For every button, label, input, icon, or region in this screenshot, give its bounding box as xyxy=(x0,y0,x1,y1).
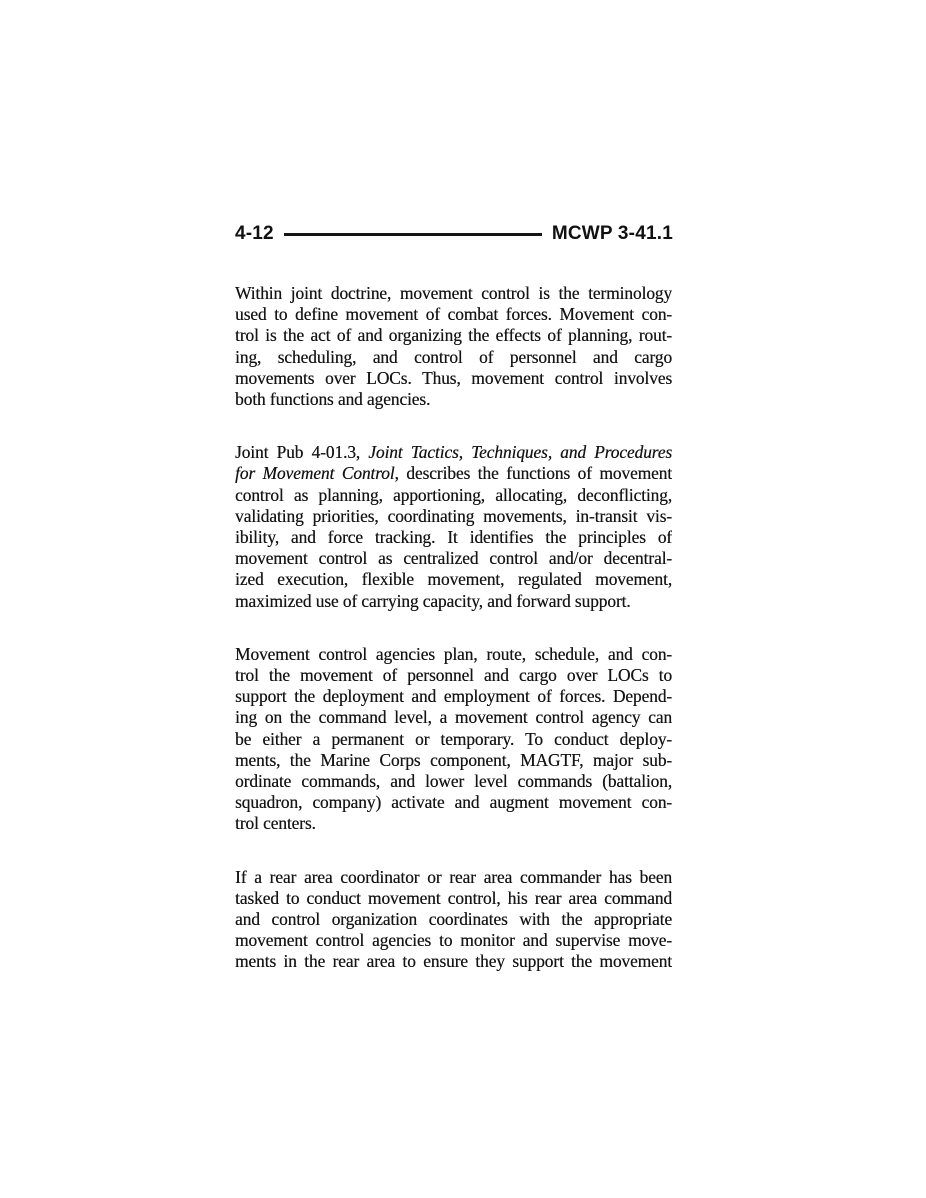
text-segment: ized execution, flexible movement, regulated movement, xyxy=(235,569,672,590)
text-line xyxy=(235,463,672,484)
text-line xyxy=(235,792,672,813)
text-segment: ments, the Marine Corps component, MAGTF, major sub- xyxy=(235,749,672,770)
paragraph xyxy=(235,644,672,835)
italic-text-segment: for Movement Control xyxy=(235,463,395,484)
paragraph xyxy=(235,867,672,973)
page-number: 4-12 xyxy=(235,222,274,244)
text-line xyxy=(235,527,672,548)
text-line xyxy=(235,771,672,792)
text-segment: Within joint doctrine, movement control is the terminology xyxy=(235,283,672,303)
text-segment: tasked to conduct movement control, his rear area command xyxy=(235,887,672,908)
text-segment: trol centers. xyxy=(235,813,316,834)
text-line xyxy=(235,707,672,728)
text-segment: Joint Pub 4-01.3, xyxy=(235,442,369,463)
text-segment: squadron, company) activate and augment movement con- xyxy=(235,792,672,813)
text-segment: ments in the rear area to ensure they support the movement xyxy=(235,951,672,972)
text-line xyxy=(235,485,672,506)
text-line xyxy=(235,930,672,951)
text-line xyxy=(235,548,672,569)
text-segment: maximized use of carrying capacity, and forward support. xyxy=(235,590,631,611)
text-line xyxy=(235,442,672,463)
text-segment: trol the movement of personnel and cargo over LOCs to xyxy=(235,665,672,686)
text-line xyxy=(235,569,672,590)
text-segment: support the deployment and employment of forces. Depend- xyxy=(235,686,672,707)
text-line xyxy=(235,867,672,888)
text-line xyxy=(235,951,672,972)
text-segment: If a rear area coordinator or rear area commander has been xyxy=(235,866,672,887)
text-line xyxy=(235,506,672,527)
text-segment: ing, scheduling, and control of personnel and cargo xyxy=(235,346,672,367)
text-segment: movement control as centralized control and/or decentral- xyxy=(235,548,672,569)
text-line xyxy=(235,283,672,304)
paragraph xyxy=(235,283,672,410)
text-segment: used to define movement of combat forces. Movement con- xyxy=(235,304,672,325)
text-segment: ibility, and force tracking. It identifies the principles of xyxy=(235,527,672,548)
paragraph xyxy=(235,442,672,612)
text-segment: Movement control agencies plan, route, schedule, and con- xyxy=(235,643,672,664)
text-segment: ordinate commands, and lower level commands (battalion, xyxy=(235,771,672,792)
text-segment: be either a permanent or temporary. To conduct deploy- xyxy=(235,728,672,749)
text-segment: both functions and agencies. xyxy=(235,389,431,410)
text-segment: movements over LOCs. Thus, movement control involves xyxy=(235,367,672,388)
text-segment: trol is the act of and organizing the effects of planning, rout- xyxy=(235,325,672,346)
text-line xyxy=(235,665,672,686)
text-line xyxy=(235,644,672,665)
text-line xyxy=(235,325,672,346)
text-segment: control as planning, apportioning, allocating, deconflicting, xyxy=(235,484,672,505)
text-line xyxy=(235,813,672,834)
text-line xyxy=(235,750,672,771)
header-rule xyxy=(284,233,542,235)
text-segment: and control organization coordinates with the appropriate xyxy=(235,909,672,930)
text-line xyxy=(235,909,672,930)
text-line xyxy=(235,686,672,707)
publication-number: MCWP 3-41.1 xyxy=(551,222,673,244)
text-line xyxy=(235,729,672,750)
text-segment: , describes the functions of movement xyxy=(394,463,672,484)
page-body xyxy=(235,283,672,973)
text-line xyxy=(235,304,672,325)
italic-text-segment: Joint Tactics, Techniques, and Procedures xyxy=(368,442,672,463)
text-segment: movement control agencies to monitor and supervise move- xyxy=(235,930,672,951)
text-line xyxy=(235,347,672,368)
text-line xyxy=(235,888,672,909)
text-segment: validating priorities, coordinating movements, in-transit vis- xyxy=(235,505,672,526)
text-line xyxy=(235,389,672,410)
text-line xyxy=(235,591,672,612)
page-header xyxy=(235,221,673,246)
text-line xyxy=(235,368,672,389)
text-segment: ing on the command level, a movement control agency can xyxy=(235,707,672,728)
